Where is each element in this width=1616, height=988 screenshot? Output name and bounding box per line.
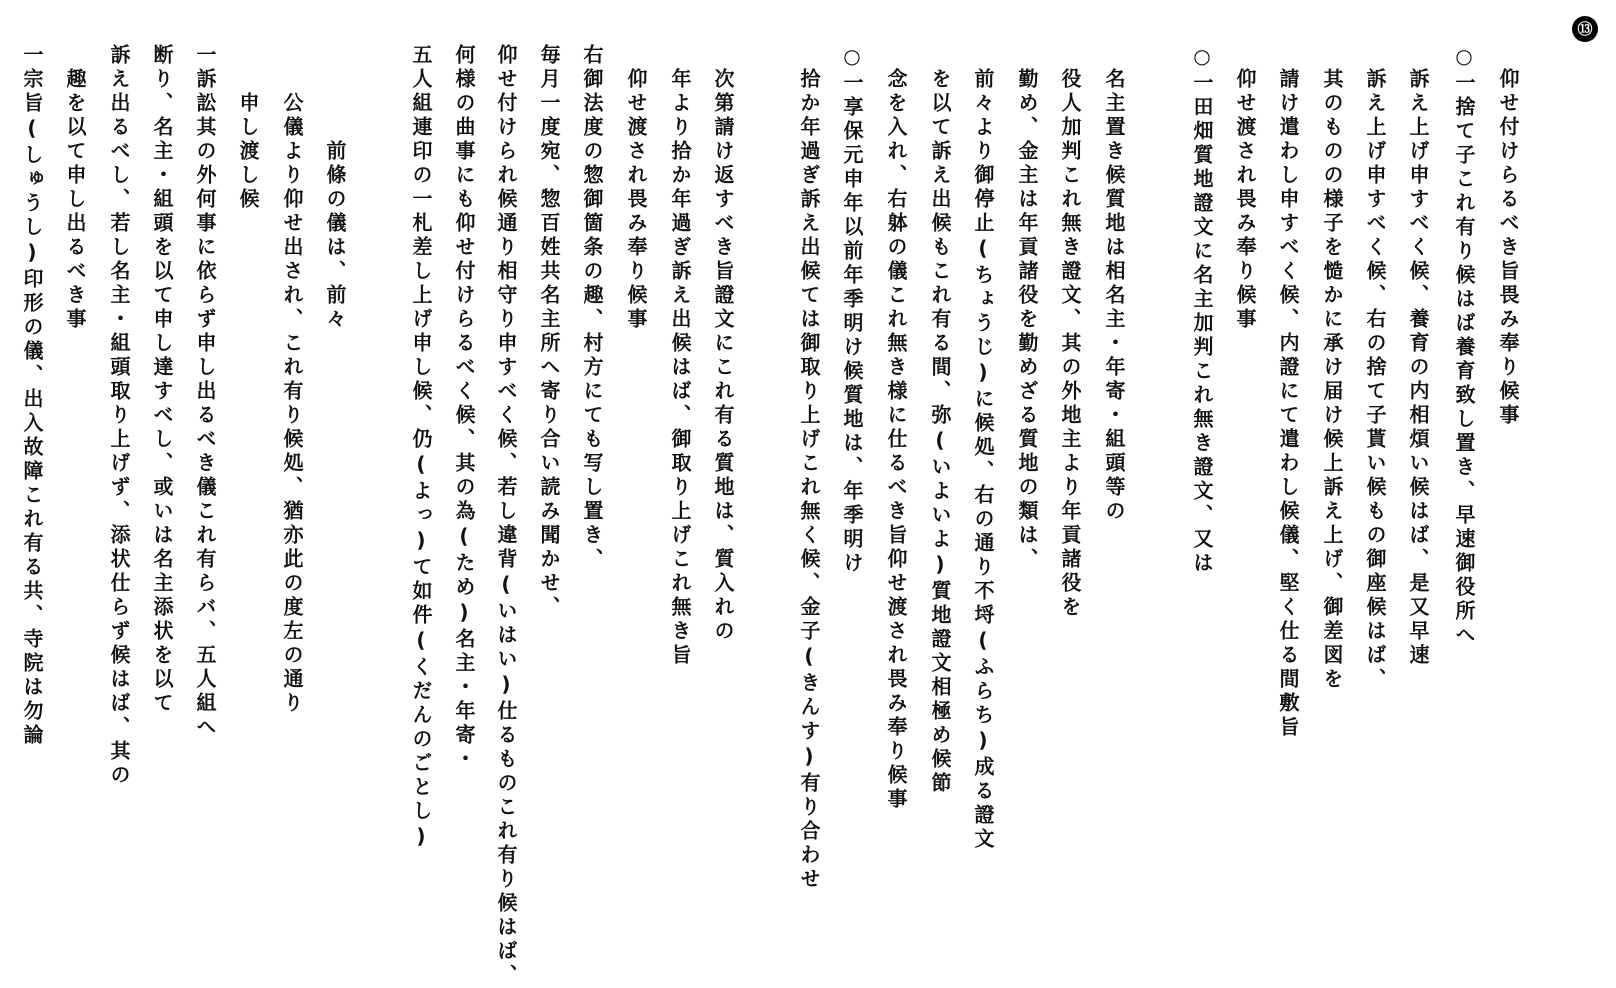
- text-column: 前條の儀は、前々: [323, 140, 347, 332]
- text-column: 断り、名主・組頭を以て申し達すべし、或いは名主添状を以て: [150, 44, 174, 716]
- text-column: 仰せ付けられ候通り相守り申すべく候、若し違背(いはい)仕るものこれ有り候はば、: [494, 44, 518, 988]
- text-column: 一訴訟其の外何事に依らず申し出るべき儀これ有らバ、五人組へ: [193, 44, 217, 740]
- text-column: 訴え上げ申すべく候、養育の内相煩い候はば、是又早速: [1406, 68, 1430, 668]
- text-column: 申し渡し候: [236, 92, 260, 212]
- text-column: 念を入れ、右躰の儀これ無き様に仕るべき旨仰せ渡され畏み奉り候事: [884, 68, 908, 812]
- text-column: ○一田畑質地證文に名主加判これ無き證文、又は: [1190, 44, 1214, 576]
- text-column: 訴え上げ申すべく候、右の捨て子貰い候もの御座候はば、: [1363, 68, 1387, 692]
- text-column: 年より拾か年過ぎ訴え出候はば、御取り上げこれ無き旨: [668, 68, 692, 668]
- text-column: 五人組連印の一札差し上げ申し候、仍(よっ)て如件(くだんのごとし): [409, 44, 433, 852]
- text-column: 其のものの様子を慥かに承け届け候上訴え上げ、御差図を: [1320, 68, 1344, 692]
- text-column: 次第請け返すべき旨證文にこれ有る質地は、質入れの: [711, 68, 735, 644]
- text-column: 一宗旨(しゅうし)印形の儀、出入故障これ有る共、寺院は勿論: [20, 44, 44, 748]
- text-column: 右御法度の惣御箇条の趣、村方にても写し置き、: [580, 44, 604, 572]
- text-column: 仰せ渡され畏み奉り候事: [624, 68, 648, 332]
- text-column: 請け遣わし申すべく候、内證にて遣わし候儀、堅く仕る間敷旨: [1276, 68, 1300, 740]
- text-column: ○一捨て子これ有り候はば養育致し置き、早速御役所へ: [1452, 44, 1476, 648]
- text-column: 役人加判これ無き證文、其の外地主より年貢諸役を: [1058, 68, 1082, 620]
- text-column: 勤め、金主は年貢諸役を勤めざる質地の類は、: [1015, 68, 1039, 572]
- text-column: を以て訴え出候もこれ有る間、弥(いよいよ)質地證文相極め候節: [928, 68, 952, 796]
- text-column: 仰せ付けらるべき旨畏み奉り候事: [1496, 68, 1520, 428]
- text-column: 前々より御停止(ちょうじ)に候処、右の通り不埒(ふらち)成る證文: [971, 68, 995, 852]
- text-column: 仰せ渡され畏み奉り候事: [1233, 68, 1257, 332]
- text-column: 公儀より仰せ出され、これ有り候処、猶亦此の度左の通り: [280, 92, 304, 716]
- text-column: 名主置き候質地は相名主・年寄・組頭等の: [1102, 68, 1126, 524]
- text-column: 拾か年過ぎ訴え出候ては御取り上げこれ無く候、金子(きんす)有り合わせ: [797, 68, 821, 892]
- page-number-badge: ⑬: [1572, 16, 1598, 42]
- text-column: 趣を以て申し出るべき事: [63, 68, 87, 332]
- text-column: 訴え出るべし、若し名主・組頭取り上げず、添状仕らず候はば、其の: [107, 44, 131, 788]
- text-column: 毎月一度宛、惣百姓共名主所へ寄り合い読み聞かせ、: [537, 44, 561, 620]
- text-column: 何様の曲事にも仰せ付けらるべく候、其の為(ため)名主・年寄・: [452, 44, 476, 772]
- text-column: ○一享保元申年以前年季明け候質地は、年季明け: [840, 44, 864, 576]
